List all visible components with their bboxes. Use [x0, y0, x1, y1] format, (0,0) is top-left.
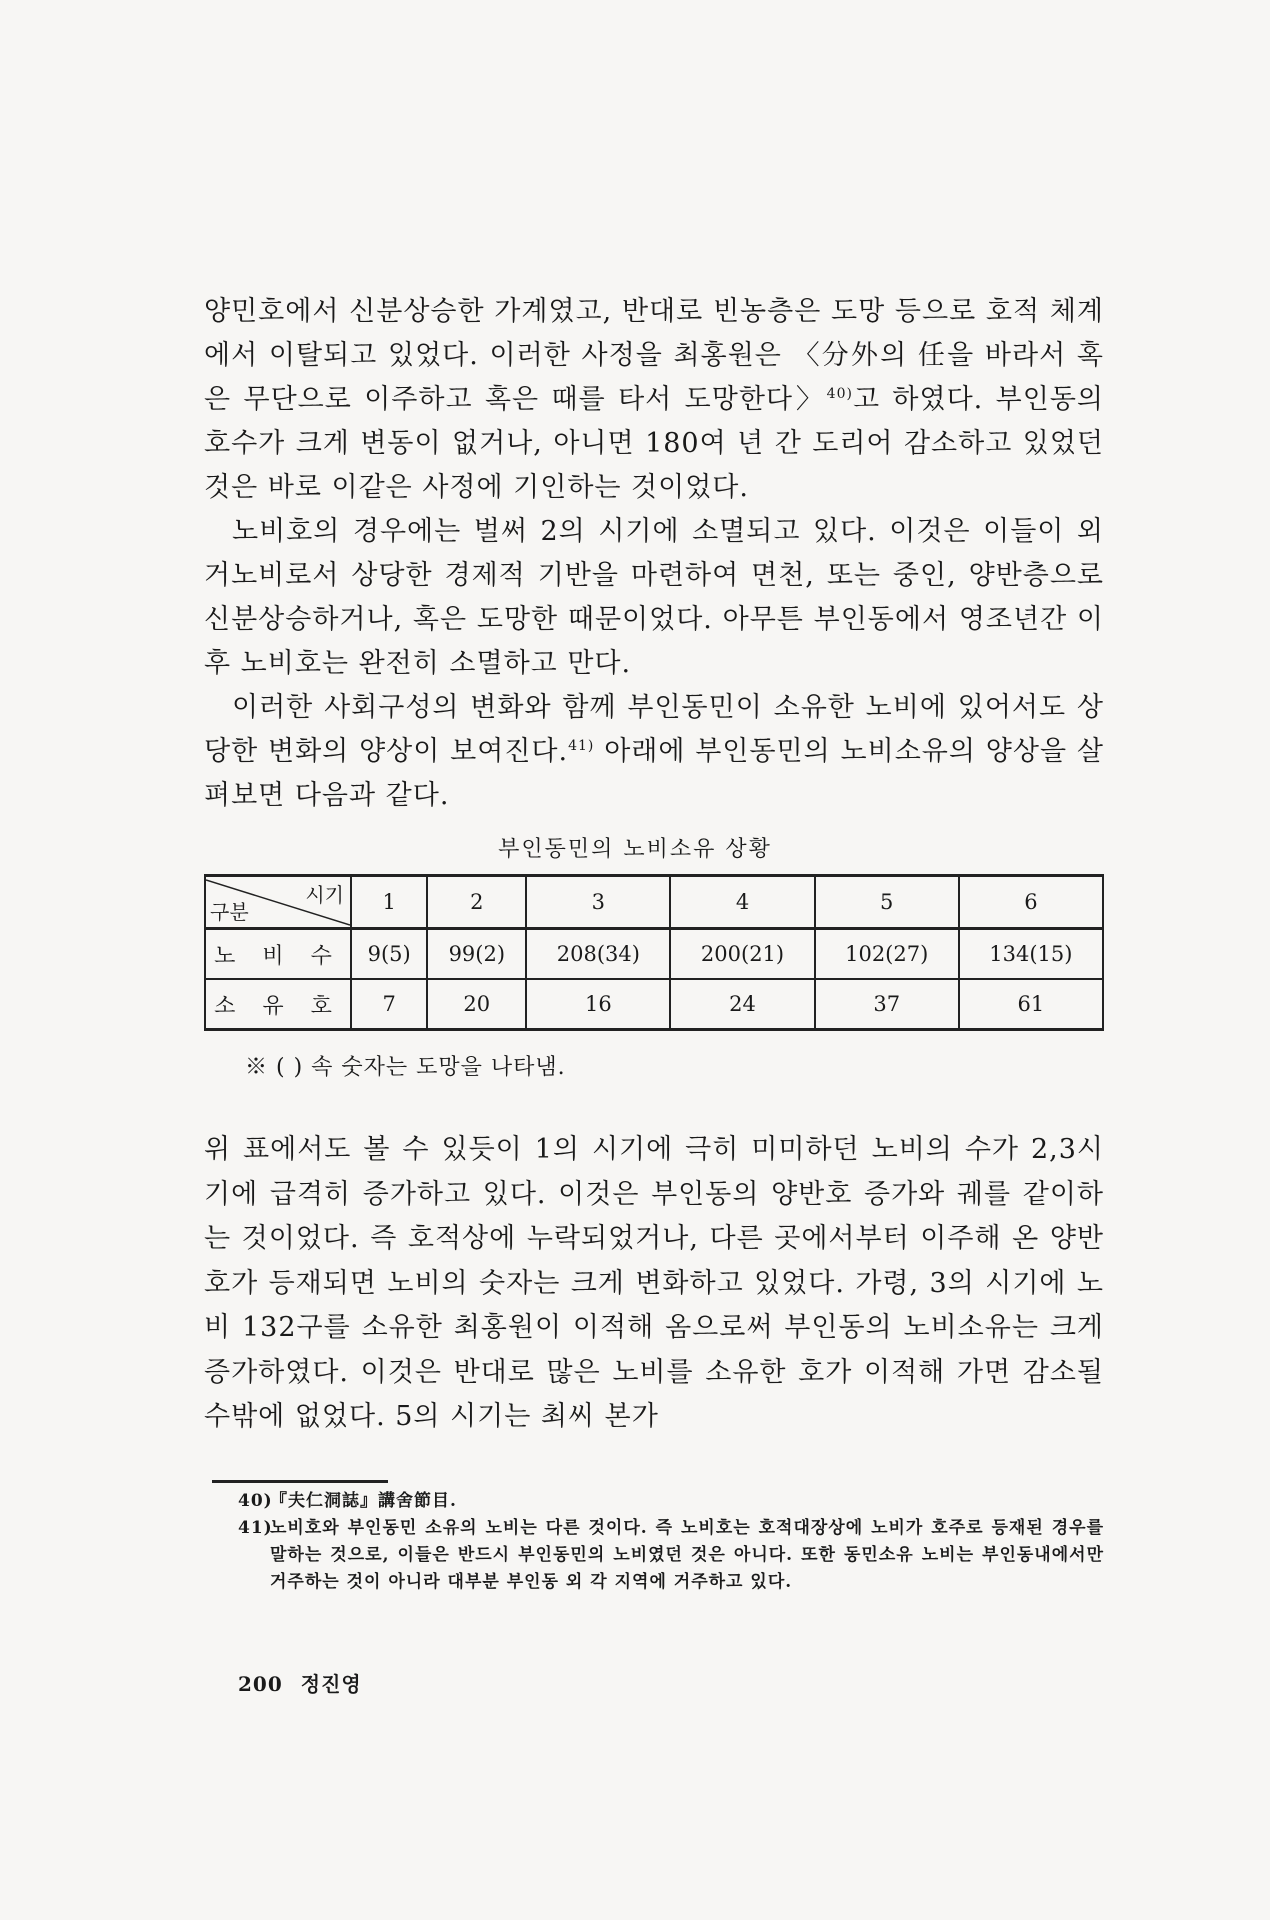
page-number: 200	[238, 1672, 283, 1696]
table-cell: 200(21)	[670, 929, 814, 980]
footnotes	[238, 1488, 1104, 1596]
table-cell: 7	[351, 979, 427, 1030]
footnote-41	[238, 1515, 1104, 1596]
slave-ownership-table	[204, 874, 1104, 1031]
footnote-number: 41)	[238, 1518, 273, 1538]
paragraph-3-tail: 아래에 부인동민의 노비소유의 양상을 살펴보면 다음과 같다.	[204, 736, 1104, 811]
body-text-bottom	[204, 1128, 1104, 1440]
table-cell: 37	[815, 979, 959, 1030]
table-corner-cell	[205, 876, 351, 929]
paragraph-2: 노비호의 경우에는 벌써 2의 시기에 소멸되고 있다. 이것은 이들이 외거노비로서 상당한 경제적 기반을 마련하여 면천, 또는 중인, 양반층으로 신분상승하거나, 혹은 도망한 때문이었다. 아무튼 부인동에서 영조년간 이후 노비호는 완전히 소멸하고 만다.	[204, 516, 1104, 679]
paragraph-4: 위 표에서도 볼 수 있듯이 1의 시기에 극히 미미하던 노비의 수가 2,3시기에 급격히 증가하고 있다. 이것은 부인동의 양반호 증가와 궤를 같이하는 것이었다. 즉 호적상에 누락되었거나, 다른 곳에서부터 이주해 온 양반호가 등재되면 노비의 숫자는 크게 변화하고 있었다. 가령, 3의 시기에 노비 132구를 소유한 최홍원이 이적해 옴으로써 부인동의 노비소유는 크게 증가하였다. 이것은 반대로 많은 노비를 소유한 호가 이적해 가면 감소될 수밖에 없었다. 5의 시기는 최씨 본가	[204, 1134, 1104, 1432]
table-cell: 61	[959, 979, 1103, 1030]
period-header: 3	[526, 876, 670, 929]
body-text-top	[204, 290, 1104, 818]
table-cell: 134(15)	[959, 929, 1103, 980]
paragraph-1	[204, 290, 1104, 510]
footnote-ref-40: 40)	[826, 386, 853, 402]
period-header: 5	[815, 876, 959, 929]
table-cell: 99(2)	[427, 929, 526, 980]
period-header: 4	[670, 876, 814, 929]
period-header: 2	[427, 876, 526, 929]
paragraph-3	[204, 686, 1104, 818]
page-folio	[238, 1668, 380, 1697]
corner-label-period: 시기	[305, 883, 344, 907]
table-note: ※ ( ) 속 숫자는 도망을 나타냄.	[245, 1055, 566, 1080]
footnote-divider	[212, 1480, 388, 1483]
period-header: 6	[959, 876, 1103, 929]
footnote-ref-41: 41)	[568, 738, 595, 754]
corner-label-category: 구분	[210, 900, 249, 924]
paragraph-3-text: 이러한 사회구성의 변화와 함께 부인동민이 소유한 노비에 있어서도 상당한 변화의 양상이 보여진다.	[204, 692, 1104, 767]
table-cell: 20	[427, 979, 526, 1030]
paragraph-1-text: 양민호에서 신분상승한 가계였고, 반대로 빈농층은 도망 등으로 호적 체계에서 이탈되고 있었다. 이러한 사정을 최홍원은 〈分外의 任을 바라서 혹은 무단으로 이주하고 혹은 때를 타서 도망한다〉	[204, 296, 1104, 415]
table-cell: 102(27)	[815, 929, 959, 980]
table-cell: 208(34)	[526, 929, 670, 980]
table-cell: 9(5)	[351, 929, 427, 980]
table-caption: 부인동민의 노비소유 상황	[498, 837, 772, 862]
footnote-text: 『夫仁洞誌』講舍節目.	[270, 1491, 457, 1511]
table-row-slaves	[205, 929, 1103, 980]
table-row-owners	[205, 979, 1103, 1030]
row-label: 소 유 호	[205, 979, 351, 1030]
footnote-text: 노비호와 부인동민 소유의 노비는 다른 것이다. 즉 노비호는 호적대장상에 노비가 호주로 등재된 경우를 말하는 것으로, 이들은 반드시 부인동민의 노비였던 것은 아니다. 또한 동민소유 노비는 부인동내에서만 거주하는 것이 아니라 대부분 부인동 외 각 지역에 거주하고 있다.	[270, 1518, 1104, 1592]
table-header-row	[205, 876, 1103, 929]
footnote-number: 40)	[238, 1491, 273, 1511]
period-header: 1	[351, 876, 427, 929]
footnote-40	[238, 1488, 1104, 1515]
paragraph-1-tail: 고 하였다. 부인동의 호수가 크게 변동이 없거나, 아니면 180여 년 간 도리어 감소하고 있었던 것은 바로 이같은 사정에 기인하는 것이었다.	[204, 384, 1104, 503]
table-cell: 16	[526, 979, 670, 1030]
running-author: 정진영	[300, 1672, 362, 1696]
table-cell: 24	[670, 979, 814, 1030]
row-label: 노 비 수	[205, 929, 351, 980]
